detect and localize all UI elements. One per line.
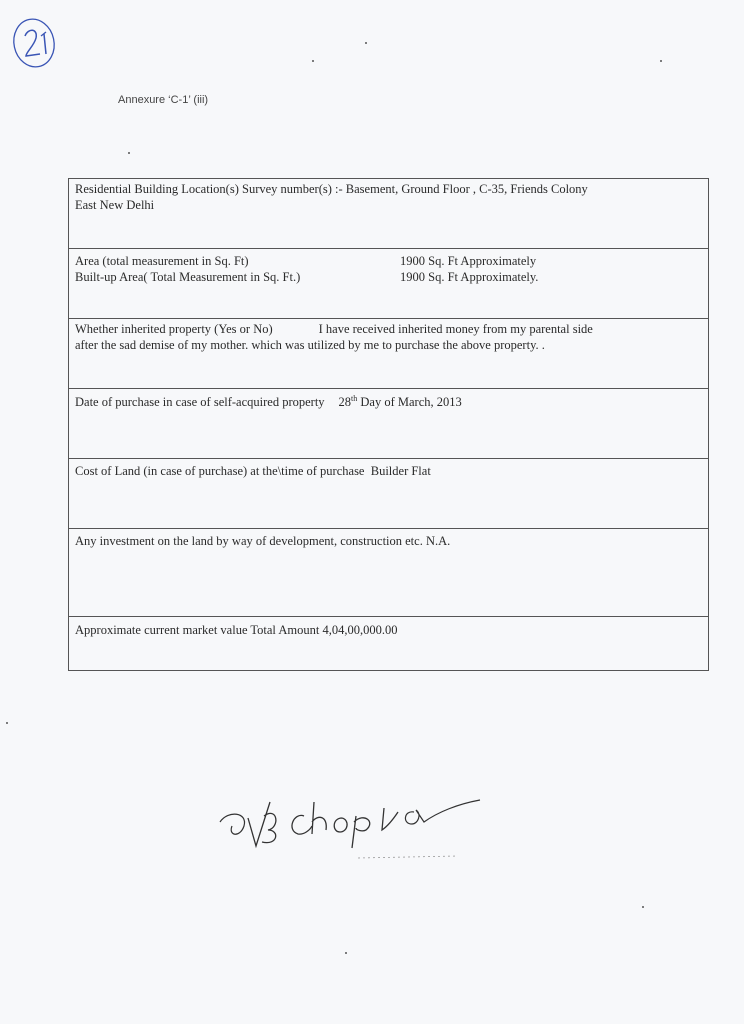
annexure-label: Annexure ‘C-1’ (iii) — [118, 94, 209, 106]
scan-speck — [345, 952, 347, 954]
location-value-continued: East New Delhi — [75, 198, 155, 212]
area-label: Area (total measurement in Sq. Ft) — [75, 254, 249, 268]
property-details-table — [68, 178, 709, 671]
location-label: Residential Building Location(s) Survey number(s) :- — [75, 182, 343, 196]
inherited-label: Whether inherited property (Yes or No) — [75, 322, 273, 336]
signature — [218, 782, 488, 862]
built-up-area-label: Built-up Area( Total Measurement in Sq. Ft.) — [75, 270, 301, 284]
market-value-amount: 4,04,00,000.00 — [322, 623, 398, 637]
scan-speck — [660, 60, 662, 62]
cost-of-land-value: Builder Flat — [370, 464, 431, 478]
scan-speck — [6, 722, 8, 724]
market-value-label: Approximate current market value Total Amount — [75, 623, 320, 637]
inherited-row — [69, 319, 708, 389]
market-value-row — [69, 617, 708, 670]
area-value: 1900 Sq. Ft Approximately — [400, 254, 537, 268]
page-number-mark — [8, 10, 66, 70]
area-row — [69, 249, 708, 319]
location-row — [69, 179, 708, 249]
purchase-date-row — [69, 389, 708, 459]
location-value: Basement, Ground Floor , C-35, Friends Colony — [345, 182, 588, 196]
scan-speck — [365, 42, 367, 44]
cost-of-land-row — [69, 459, 708, 529]
built-up-area-value: 1900 Sq. Ft Approximately. — [400, 270, 539, 284]
investment-value: N.A. — [425, 534, 451, 548]
scan-speck — [642, 906, 644, 908]
cost-of-land-label: Cost of Land (in case of purchase) at the\time of purchase — [75, 464, 365, 478]
inherited-value-continued: after the sad demise of my mother. which was utilized by me to purchase the above property. . — [75, 338, 545, 352]
inherited-value: I have received inherited money from my parental side — [318, 322, 593, 336]
investment-label: Any investment on the land by way of development, construction etc. — [75, 534, 423, 548]
purchase-date-value: 28th Day of March, 2013 — [338, 393, 462, 409]
investment-row — [69, 529, 708, 617]
scan-speck — [128, 152, 130, 154]
scan-speck — [312, 60, 314, 62]
purchase-date-label: Date of purchase in case of self-acquired property — [75, 395, 325, 409]
